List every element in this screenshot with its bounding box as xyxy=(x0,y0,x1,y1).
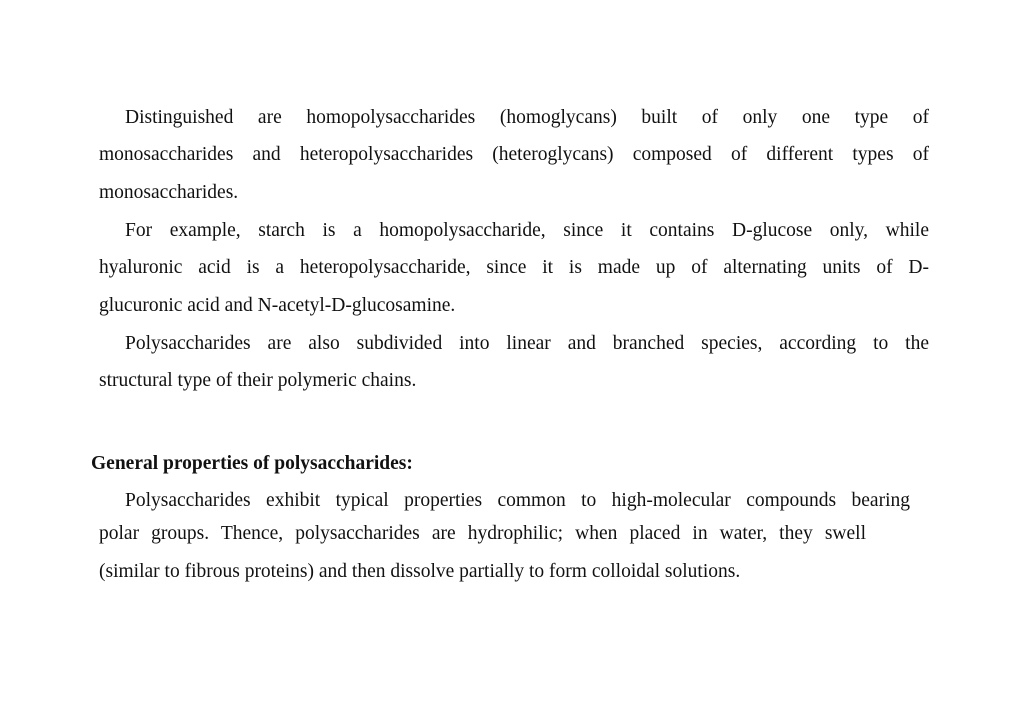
paragraph-line: monosaccharides. xyxy=(99,182,239,203)
paragraph-line: Polysaccharides are also subdivided into linear and branched species, according to the xyxy=(125,333,929,354)
paragraph-line: Polysaccharides exhibit typical properties common to high-molecular compounds bearing xyxy=(125,490,910,511)
paragraph-line: monosaccharides and heteropolysaccharides (heteroglycans) composed of different types of xyxy=(99,144,929,165)
paragraph-line: Distinguished are homopolysaccharides (homoglycans) built of only one type of xyxy=(125,107,929,128)
paragraph-line: (similar to fibrous proteins) and then dissolve partially to form colloidal solutions. xyxy=(99,561,741,582)
paragraph-line: structural type of their polymeric chains. xyxy=(99,370,417,391)
paragraph-line: polar groups. Thence, polysaccharides are hydrophilic; when placed in water, they swell xyxy=(99,523,866,544)
paragraph-line: glucuronic acid and N-acetyl-D-glucosamine. xyxy=(99,295,456,316)
paragraph-line: hyaluronic acid is a heteropolysaccharide, since it is made up of alternating units of D- xyxy=(99,257,929,278)
paragraph-line: For example, starch is a homopolysaccharide, since it contains D-glucose only, while xyxy=(125,220,929,241)
section-heading: General properties of polysaccharides: xyxy=(91,453,413,474)
